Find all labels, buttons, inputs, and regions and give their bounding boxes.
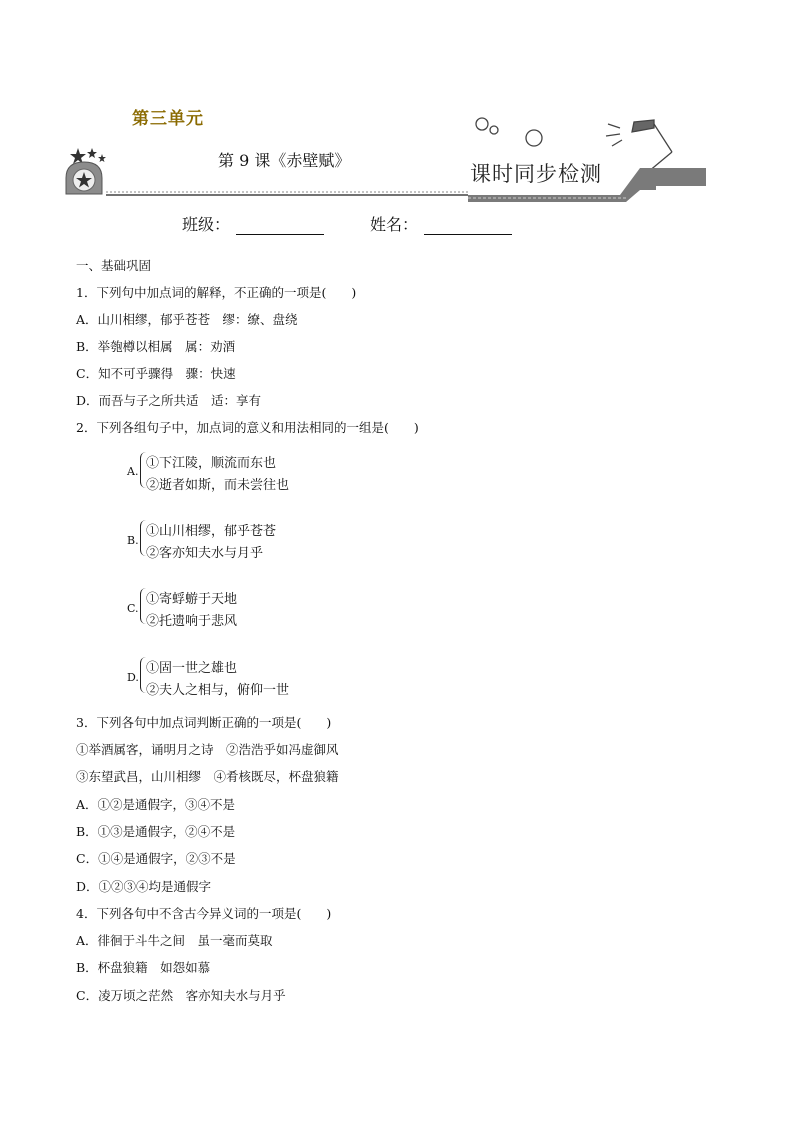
question-3-option-a: A．①②是通假字，③④不是 [76, 797, 236, 812]
star-badge-icon [66, 162, 102, 194]
option-letter: D. [127, 671, 139, 684]
question-3-items-line-2: ③东望武昌，山川相缪 ④肴核既尽，杯盘狼籍 [76, 769, 339, 784]
question-2-stem: 2．下列各组句子中，加点词的意义和用法相同的一组是( ) [76, 420, 419, 435]
option-letter: C. [127, 602, 139, 615]
section-heading: 一、基础巩固 [76, 258, 152, 273]
option-line-2: ②夫人之相与，俯仰一世 [146, 683, 290, 698]
question-3-stem: 3．下列各句中加点词判断正确的一项是( ) [76, 715, 332, 730]
class-label: 班级： [182, 215, 231, 234]
question-3-option-c: C．①④是通假字，②③不是 [76, 851, 236, 866]
question-3-option-b: B．①③是通假字，②④不是 [76, 824, 236, 839]
option-line-2: ②托遗响于悲风 [146, 614, 238, 629]
question-1-option-a: A．山川相缪，郁乎苍苍 缪：缭、盘绕 [76, 312, 298, 327]
option-line-2: ②客亦知夫水与月乎 [146, 546, 264, 561]
option-letter: B. [127, 534, 139, 547]
question-3-option-d: D．①②③④均是通假字 [76, 879, 212, 894]
student-info-row [182, 212, 512, 235]
option-line-1: ①山川相缪，郁乎苍苍 [146, 524, 277, 539]
stars-icon [70, 148, 106, 164]
class-blank[interactable] [236, 216, 324, 235]
option-line-1: ①固一世之雄也 [146, 661, 238, 676]
question-4-stem: 4．下列各句中不含古今异义词的一项是( ) [76, 906, 332, 921]
question-4-option-b: B．杯盘狼籍 如怨如慕 [76, 960, 211, 975]
question-1-stem: 1．下列句中加点词的解释，不正确的一项是( ) [76, 285, 357, 300]
question-1-option-b: B．举匏樽以相属 属：劝酒 [76, 339, 236, 354]
name-label: 姓名： [370, 215, 419, 234]
question-1-option-c: C．知不可乎骤得 骤：快速 [76, 366, 236, 381]
name-blank[interactable] [424, 216, 512, 235]
option-line-2: ②逝者如斯，而未尝往也 [146, 478, 290, 493]
question-3-items-line-1: ①举酒属客，诵明月之诗 ②浩浩乎如冯虚御风 [76, 742, 339, 757]
option-line-1: ①下江陵，顺流而东也 [146, 456, 277, 471]
question-1-option-d: D．而吾与子之所共适 适：享有 [76, 393, 262, 408]
option-letter: A. [127, 465, 139, 478]
lesson-title: 第 9 课《赤壁赋》 [218, 151, 351, 170]
option-line-1: ①寄蜉蝣于天地 [146, 592, 238, 607]
question-4-option-a: A．徘徊于斗牛之间 虽一毫而莫取 [76, 933, 273, 948]
question-4-option-c: C．凌万顷之茫然 客亦知夫水与月乎 [76, 988, 286, 1003]
banner-title: 课时同步检测 [470, 162, 602, 186]
unit-title: 第三单元 [132, 109, 204, 129]
